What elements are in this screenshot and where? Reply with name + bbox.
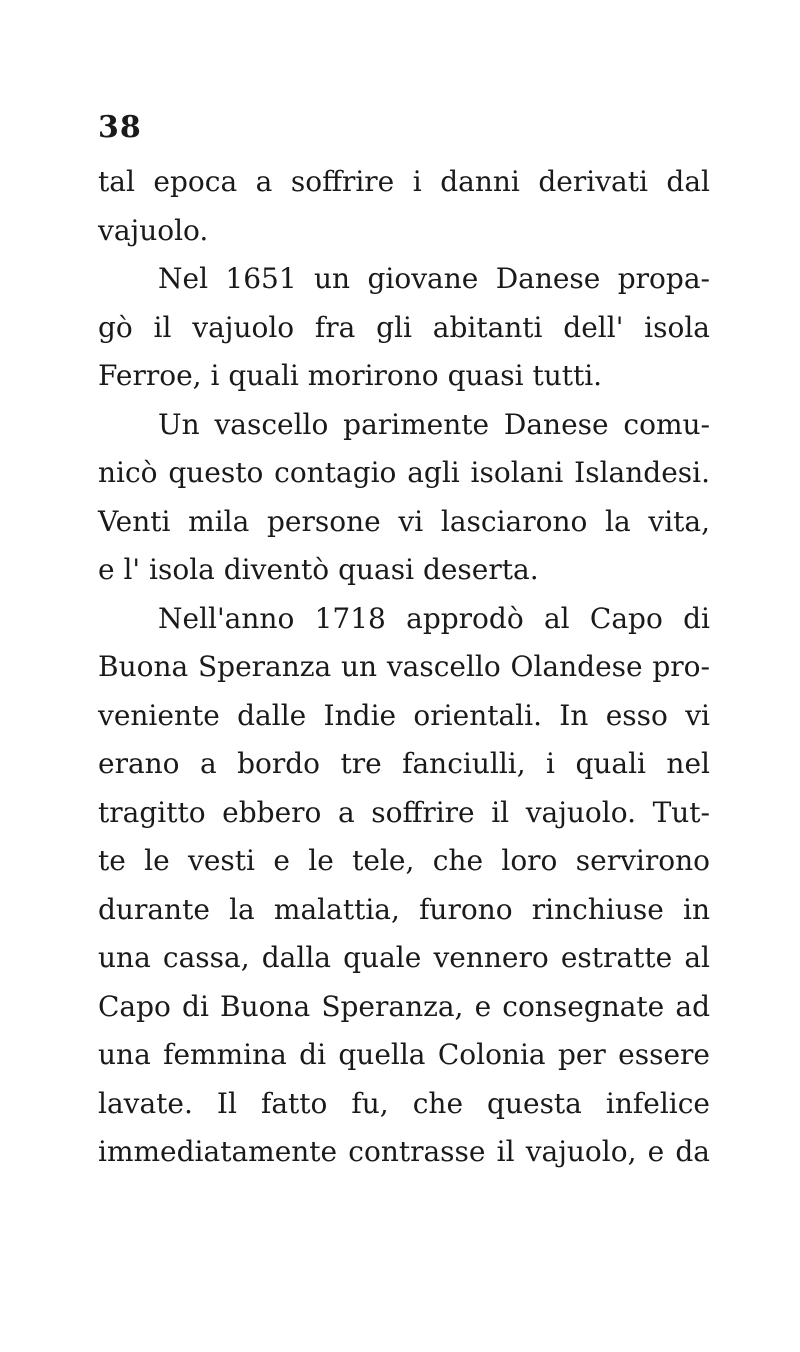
text-line: Nel 1651 un giovane Danese propa- [158,262,710,295]
text-line: Buona Speranza un vascello Olandese pro- [98,650,710,683]
text-line: te le vesti e le tele, che loro servirono [98,844,710,877]
text-line: veniente dalle Indie orientali. In esso vi [98,698,710,732]
text-line: tragitto ebbero a soffrire il vajuolo. Tut- [98,795,710,829]
page-number: 38 [98,110,142,145]
text-line: vajuolo. [98,213,209,247]
text-line: immediatamente contrasse il vajuolo, e da [98,1135,710,1168]
text-line: tal epoca a soffrire i danni derivati dal [98,165,710,198]
text-line: Venti mila persone vi lasciarono la vita, [98,504,710,538]
text-line: Nell'anno 1718 approdò al Capo di [158,601,710,635]
text-line: erano a bordo tre fanciulli, i quali nel [98,747,710,780]
text-line: Un vascello parimente Danese comu- [158,407,710,441]
body-text [98,158,710,1177]
text-line: Capo di Buona Speranza, e consegnate ad [98,989,710,1023]
text-line: una femmina di quella Colonia per essere [98,1038,710,1071]
text-line: Ferroe, i quali morirono quasi tutti. [98,359,603,392]
text-line: lavate. Il fatto fu, che questa infelice [98,1086,710,1120]
text-line: gò il vajuolo fra gli abitanti dell' isola [98,310,710,344]
text-line: nicò questo contagio agli isolani Islandesi. [98,456,710,489]
text-line: durante la malattia, furono rinchiuse in [98,892,710,926]
text-line: e l' isola diventò quasi deserta. [98,553,539,586]
text-line: una cassa, dalla quale vennero estratte al [98,941,710,974]
